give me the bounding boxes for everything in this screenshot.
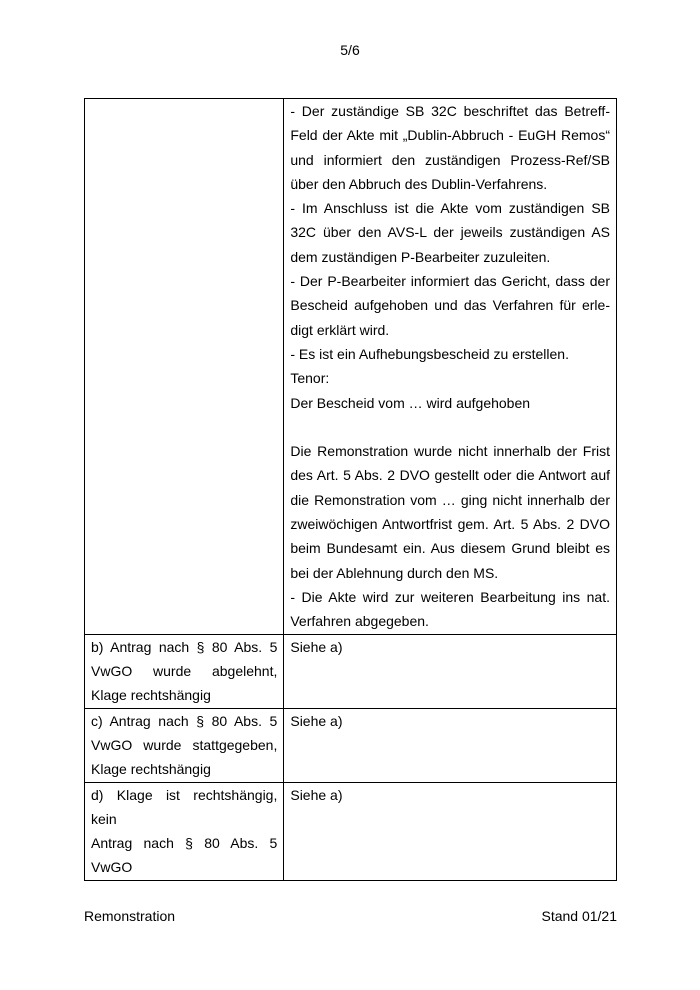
row-d-line: Antrag nach § 80 Abs. 5 [91,835,278,852]
row-a-line: des Art. 5 Abs. 2 DVO gestellt oder die Antwort auf [290,467,610,484]
row-a-line: beim Bundesamt ein. Aus diesem Grund bleibt es [290,540,610,557]
row-a-line: dem zuständigen P-Bearbeiter zuzuleiten. [290,248,551,265]
row-c-line: Klage rechtshängig [91,761,211,778]
procedure-table [84,98,617,881]
table-row-d [85,782,617,880]
row-a-line: - Die Akte wird zur weiteren Bearbeitung ins nat. [290,588,610,605]
row-a-line: und informiert den zuständigen Prozess-Ref/SB [290,151,610,168]
row-a-line: die Remonstration vom … ging nicht innerhalb der [290,491,610,508]
row-c-line: c) Antrag nach § 80 Abs. 5 [91,712,278,729]
row-d-left-cell [85,782,284,880]
row-a-line: bei der Ablehnung durch den MS. [290,564,499,581]
row-a-line: - Der zuständige SB 32C beschriftet das Betreff- [290,103,610,119]
row-d-line: d) Klage ist rechtshängig, kein [91,786,278,827]
row-a-line: Bescheid aufgehoben und das Verfahren für erle- [290,297,610,314]
row-c-line: VwGO wurde stattgegeben, [91,736,278,753]
row-a-line: Verfahren abgegeben. [290,613,429,630]
row-a-line: Feld der Akte mit „Dublin-Abbruch - EuGH Remos“ [290,127,610,144]
table-row-c [85,708,617,782]
table-row-b [85,634,617,708]
row-c-right-cell: Siehe a) [284,708,617,782]
row-a-line: Tenor: [290,370,330,387]
row-d-right-cell: Siehe a) [284,782,617,880]
row-a-line: zweiwöchigen Antwortfrist gem. Art. 5 Abs. 2 DVO [290,516,610,533]
row-a-line: Der Bescheid vom … wird aufgehoben [290,394,531,411]
row-a-line: - Im Anschluss ist die Akte vom zuständigen SB [290,200,610,217]
row-a-line: Die Remonstration wurde nicht innerhalb der Frist [290,443,610,460]
row-a-line: über den Abbruch des Dublin-Verfahrens. [290,175,548,192]
row-a-line: - Es ist ein Aufhebungsbescheid zu erstellen. [290,345,569,362]
row-b-line: Klage rechtshängig [91,687,211,704]
row-a-line: 32C über den AVS-L der jeweils zuständigen AS [290,224,610,241]
page-number: 5/6 [340,42,360,58]
row-a-line: - Der P-Bearbeiter informiert das Gericht, dass der [290,273,610,290]
row-b-right-cell: Siehe a) [284,634,617,708]
table-row-a [85,99,617,635]
row-a-right-cell [284,99,617,635]
blank-line [290,415,610,439]
row-d-line: VwGO [91,859,133,876]
row-b-left-cell [85,634,284,708]
row-a-line: digt erklärt wird. [290,321,390,338]
row-b-line: b) Antrag nach § 80 Abs. 5 [91,638,278,655]
row-b-line: VwGO wurde abgelehnt, [91,662,278,679]
footer-version: Stand 01/21 [541,908,617,924]
row-c-left-cell [85,708,284,782]
row-a-left-cell [85,99,284,635]
footer-title: Remonstration [84,908,176,924]
